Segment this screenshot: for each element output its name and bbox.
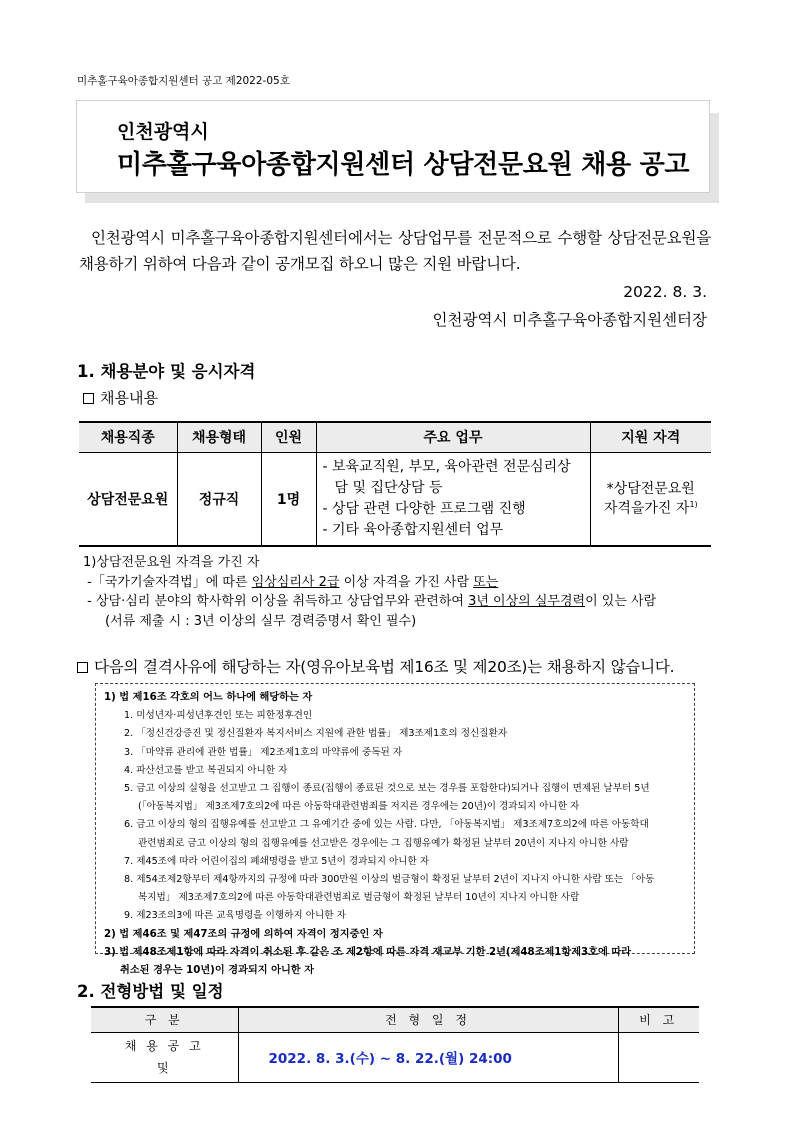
qualification-notes: 1)상담전문요원 자격을 가진 자 -「국가기술자격법」에 따른 임상심리사 2급 이상 자격을 가진 사람 또는 - 상담·심리 분야의 학사학위 이상을 취득하고 상담업무와 관련하여 3년 이상의 실무경력이 있는 사람 (서류 제출 시 : 3년 이상의 실무 경력증명서 확인 필수) — [83, 555, 657, 629]
header-remarks: 비 고 — [618, 1007, 699, 1032]
duty-item: - 보육교직원, 부모, 육아관련 전문심리상담 및 집단상담 등 — [322, 458, 571, 496]
intro-paragraph: 인천광역시 미추홀구육아종합지원센터에서는 상담업무를 전문적으로 수행할 상담전문요원을 채용하기 위하여 다음과 같이 공개모집 하오니 많은 지원 바랍니다. — [79, 229, 711, 273]
header-count: 인원 — [261, 422, 316, 452]
header-duties: 주요 업무 — [316, 422, 590, 452]
header-type: 채용형태 — [177, 422, 261, 452]
table-header-row — [91, 1007, 699, 1032]
header-qualification: 지원 자격 — [590, 422, 711, 452]
table-row — [91, 1032, 699, 1082]
count-cell: 1명 — [261, 452, 316, 546]
section2-title: 2. 전형방법 및 일정 — [77, 982, 224, 1001]
box-bullet-icon — [77, 662, 88, 673]
header-job: 채용직종 — [79, 422, 177, 452]
schedule-cell: 2022. 8. 3.(수) ~ 8. 22.(월) 24:00 — [238, 1032, 618, 1082]
table-row — [79, 452, 711, 546]
remarks-cell — [618, 1032, 699, 1082]
title-box — [76, 100, 710, 193]
page-title: 미추홀구육아종합지원센터 상담전문요원 채용 공고 — [117, 150, 690, 180]
type-cell: 정규직 — [177, 452, 261, 546]
title-region: 인천광역시 — [117, 121, 209, 143]
disqualification-box: 1) 법 제16조 각호의 어느 하나에 해당하는 자 1. 미성년자·피성년후견인 또는 피한정후견인 2. 「정신건강증진 및 정신질환자 복지서비스 지원에 관한 법률」 제3조제1호의 정신질환자 3. 「마약류 관리에 관한 법률」 제2조제1호의 마약류에 중독된 자 4. 파산선고를 받고 복권되지 아니한 자 5. 금고 이상의 실형을 선고받고 그 집행이 종료(집행이 종료된 것으로 보는 경우를 포함한다)되거나 집행이 면제된 날부터 5년 (「아동복지법」 제3조제7호의2에 따른 아동학대관련범죄를 저지른 경우에는 20년)이 경과되지 아니한 자 6. 금고 이상의 형의 집행유예를 선고받고 그 유예기간 중에 있는 사람. 다만, 「아동복지법」 제3조제7호의2에 따른 아동학대 관련범죄로 금고 이상의 형의 집행유예를 선고받은 경우에는 그 집행유예가 확정된 날부터 20년이 지나지 아니한 사람 7. 제45조에 따라 어린이집의 폐쇄명령을 받고 5년이 경과되지 아니한 자 8. 제54조제2항부터 제4항까지의 규정에 따라 300만원 이상의 벌금형이 확정된 날부터 2년이 지나지 아니한 사람 또는 「아동 복지법」 제3조제7호의2에 따른 아동학대관련범죄로 벌금형이 확정된 날부터 10년이 지나지 아니한 사람 9. 제23조의3에 따른 교육명령을 이행하지 아니한 자 2) 법 제46조 및 제47조의 규정에 의하여 자격이 정지중인 자 3) 법 제48조제1항에 따라 자격이 취소된 후 같은 조 제2항에 따른 자격 재교부 기한 2년(제48조제1항제3호에 따라 취소된 경우는 10년)이 경과되지 아니한 자 — [95, 683, 695, 954]
section1-subtitle: 채용내용 — [83, 387, 158, 408]
header-category: 구 분 — [91, 1007, 238, 1032]
issuer-name: 인천광역시 미추홀구육아종합지원센터장 — [432, 311, 707, 329]
box-bullet-icon — [83, 393, 94, 404]
job-cell: 상담전문요원 — [79, 452, 177, 546]
recruitment-table — [79, 421, 711, 547]
section1-title: 1. 채용분야 및 응시자격 — [77, 362, 256, 381]
schedule-table — [91, 1006, 699, 1083]
disqualification-heading: 다음의 결격사유에 해당하는 자(영유아보육법 제16조 및 제20조)는 채용하지 않습니다. — [77, 655, 674, 677]
category-cell: 채 용 공 고 및 — [91, 1032, 238, 1082]
announcement-date: 2022. 8. 3. — [623, 283, 707, 301]
duty-item: - 상담 관련 다양한 프로그램 진행 — [322, 500, 526, 517]
table-header-row — [79, 422, 711, 452]
header-schedule: 전 형 일 정 — [238, 1007, 618, 1032]
document-code: 미추홀구육아종합지원센터 공고 제2022-05호 — [77, 75, 290, 87]
duty-item: - 기타 육아종합지원센터 업무 — [322, 521, 504, 538]
duties-cell — [316, 452, 590, 546]
qualification-cell: *상담전문요원 자격을가진 자$^{1)}$ — [590, 452, 711, 546]
